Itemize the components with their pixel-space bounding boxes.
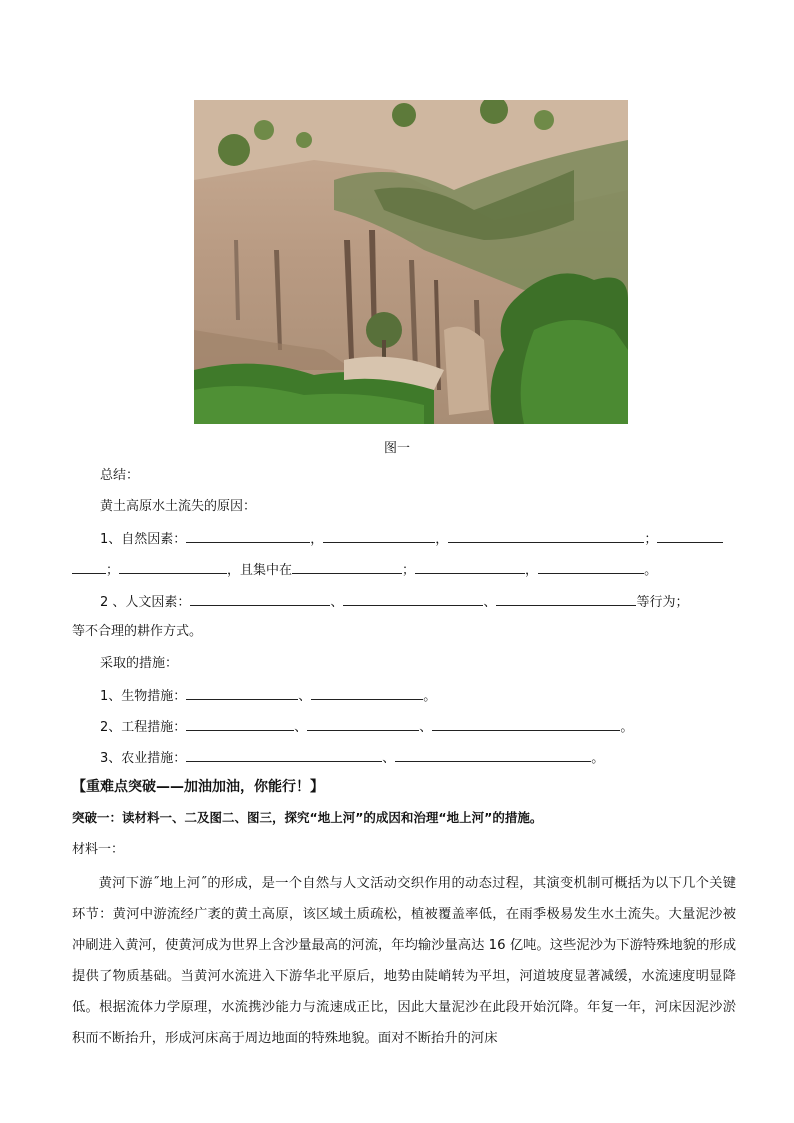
eng-label: 2、工程措施： xyxy=(100,720,187,735)
natural-factors-line xyxy=(100,528,723,550)
answer-blank[interactable] xyxy=(323,528,435,543)
answer-blank[interactable] xyxy=(307,716,419,731)
concentrated-text: ，且集中在 xyxy=(227,563,293,578)
material-paragraph: 黄河下游˝地上河˝的形成，是一个自然与人文活动交织作用的动态过程，其演变机制可概括为以下几个关键环节：黄河中游流经广袤的黄土高原，该区域土质疏松，植被覆盖率低，在雨季极易发生水土流失。大量泥沙被冲刷进入黄河，使黄河成为世界上含沙量最高的河流，年均输沙量高达 16 亿吨。这些泥沙为下游特殊地貌的形成提供了物质基础。当黄河水流进入下游华北平原后，地势由陡峭转为平坦，河道坡度显著减缓，水流速度明显降低。根据流体力学原理，水流携沙能力与流速成正比，因此大量泥沙在此段开始沉降。年复一年，河床因泥沙淤积而不断抬升，形成河床高于周边地面的特殊地貌。面对不断抬升的河床 xyxy=(72,876,736,1046)
separator: 、 xyxy=(419,720,433,735)
semicolon: ； xyxy=(644,532,658,547)
bio-label: 1、生物措施： xyxy=(100,689,187,704)
comma: ， xyxy=(310,532,324,547)
comma: ， xyxy=(435,532,449,547)
answer-blank[interactable] xyxy=(415,559,525,574)
human-label: 2 、人文因素： xyxy=(100,595,191,610)
eng-measures-line xyxy=(100,716,633,738)
answer-blank[interactable] xyxy=(119,559,227,574)
semicolon: ； xyxy=(106,563,120,578)
answer-blank[interactable] xyxy=(190,591,330,606)
etc-behavior: 等行为； xyxy=(636,595,689,610)
figure-caption: 图一 xyxy=(383,441,410,456)
separator: 、 xyxy=(382,751,396,766)
loess-erosion-photo xyxy=(194,100,628,424)
answer-blank[interactable] xyxy=(311,685,423,700)
unreasonable-farming: 等不合理的耕作方式。 xyxy=(72,624,203,639)
breakthrough-task: 突破一：读材料一、二及图二、图三，探究“地上河”的成因和治理“地上河”的措施。 xyxy=(72,810,543,825)
period: 。 xyxy=(423,689,437,704)
separator: 、 xyxy=(294,720,308,735)
period: 。 xyxy=(591,751,605,766)
separator: 、 xyxy=(298,689,312,704)
answer-blank[interactable] xyxy=(292,559,402,574)
loess-cliff-illustration xyxy=(194,100,628,424)
answer-blank[interactable] xyxy=(343,591,483,606)
answer-blank[interactable] xyxy=(496,591,636,606)
breakthrough-title: 【重难点突破——加油加油，你能行！】 xyxy=(72,779,324,795)
summary-heading: 总结： xyxy=(100,468,140,483)
answer-blank[interactable] xyxy=(657,528,723,543)
agri-label: 3、农业措施： xyxy=(100,751,187,766)
period: 。 xyxy=(620,720,634,735)
material-label: 材料一： xyxy=(72,842,125,857)
answer-blank[interactable] xyxy=(538,559,644,574)
natural-factors-line-2 xyxy=(72,559,657,581)
comma: ， xyxy=(525,563,539,578)
answer-blank[interactable] xyxy=(186,716,294,731)
answer-blank[interactable] xyxy=(448,528,644,543)
answer-blank[interactable] xyxy=(186,528,310,543)
period: 。 xyxy=(644,563,658,578)
answer-blank[interactable] xyxy=(432,716,620,731)
semicolon: ； xyxy=(402,563,416,578)
bio-measures-line xyxy=(100,685,436,707)
answer-blank[interactable] xyxy=(186,747,382,762)
agri-measures-line xyxy=(100,747,604,769)
measures-title: 采取的措施： xyxy=(100,656,179,671)
answer-blank[interactable] xyxy=(395,747,591,762)
answer-blank[interactable] xyxy=(186,685,298,700)
reasons-title: 黄土高原水土流失的原因： xyxy=(100,499,257,514)
separator: 、 xyxy=(483,595,497,610)
answer-blank[interactable] xyxy=(72,559,106,574)
separator: 、 xyxy=(330,595,344,610)
human-factors-line xyxy=(100,591,688,613)
natural-label: 1、自然因素： xyxy=(100,532,187,547)
